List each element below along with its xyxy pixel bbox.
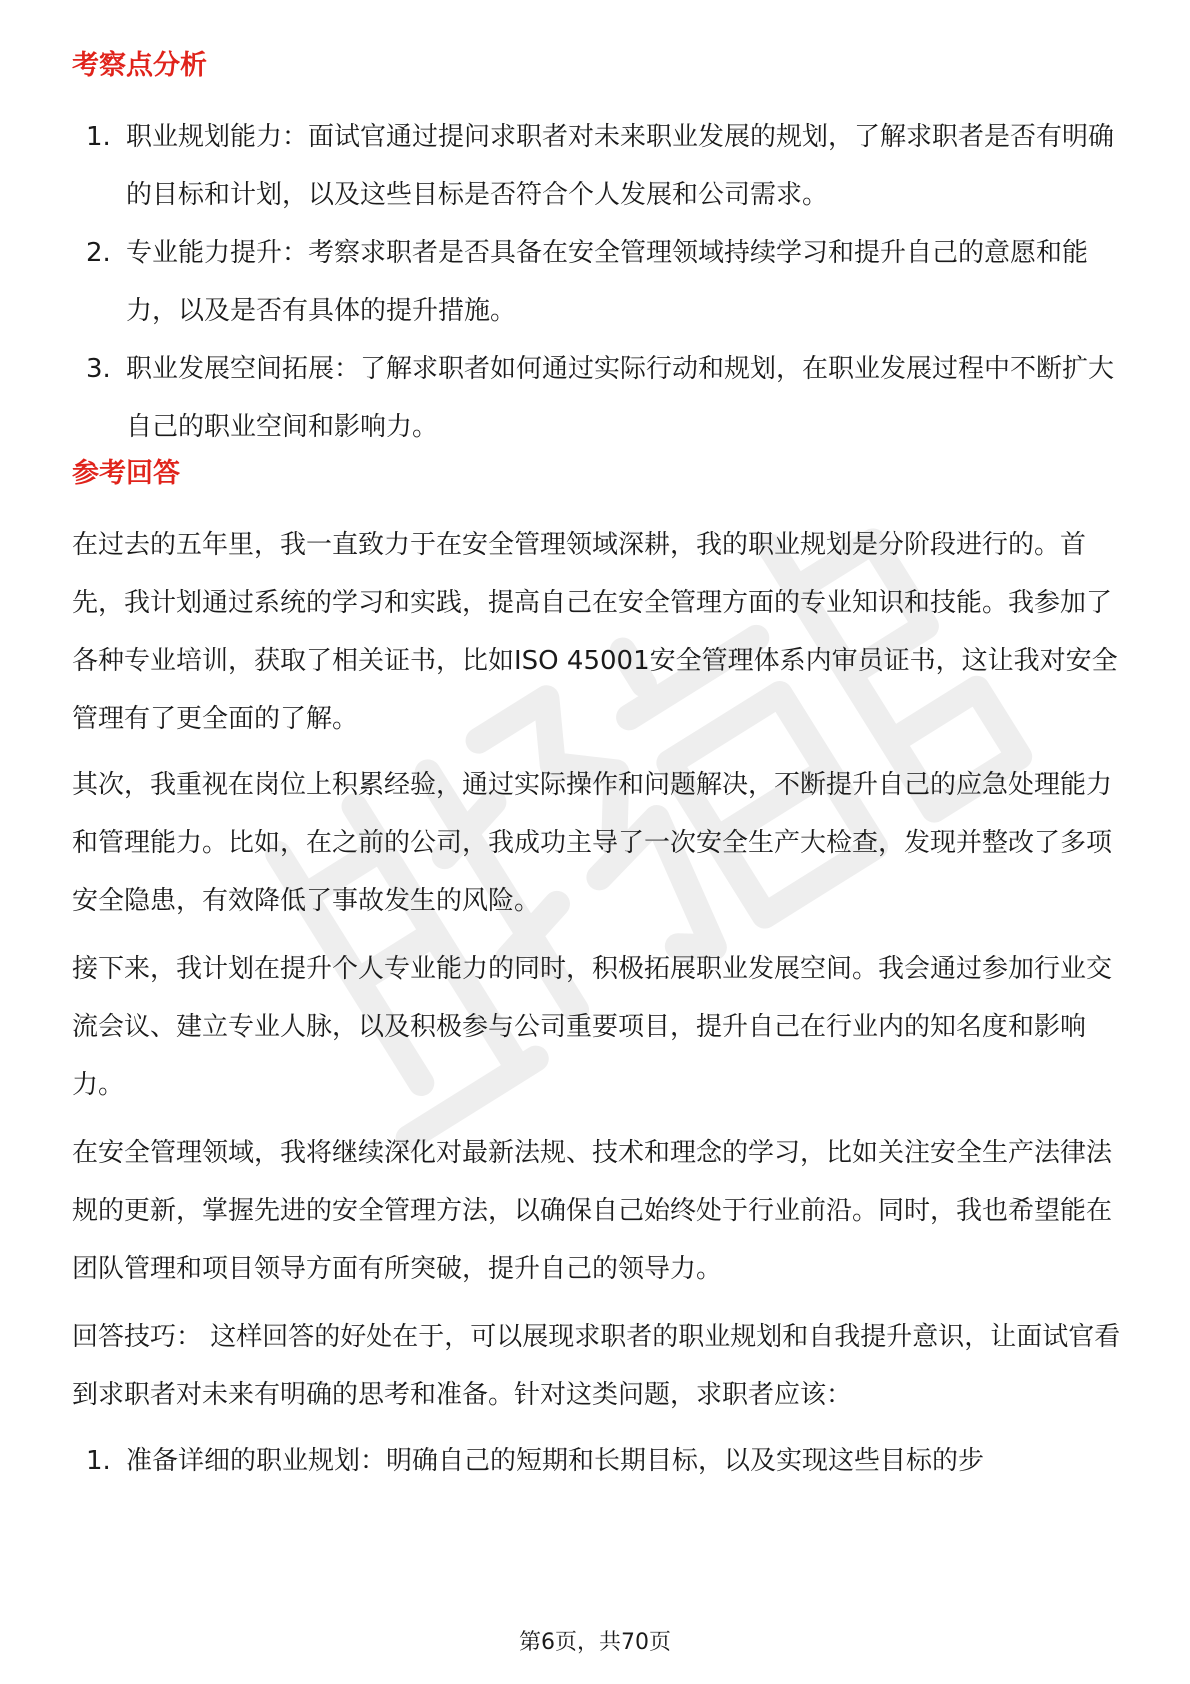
- list-item-number: 1.: [86, 122, 111, 152]
- analysis-list: [72, 108, 1122, 456]
- list-item-text: 职业规划能力：面试官通过提问求职者对未来职业发展的规划，了解求职者是否有明确的目标和计划，以及这些目标是否符合个人发展和公司需求。: [126, 122, 1115, 210]
- list-item-text: 专业能力提升：考察求职者是否具备在安全管理领域持续学习和提升自己的意愿和能力，以及是否有具体的提升措施。: [126, 238, 1089, 326]
- list-item-text: 职业发展空间拓展：了解求职者如何通过实际行动和规划，在职业发展过程中不断扩大自己的职业空间和影响力。: [126, 354, 1115, 442]
- list-item: [72, 108, 1122, 224]
- analysis-heading: 考察点分析: [72, 50, 207, 81]
- answer-paragraph: 在过去的五年里，我一直致力于在安全管理领域深耕，我的职业规划是分阶段进行的。首先，我计划通过系统的学习和实践，提高自己在安全管理方面的专业知识和技能。我参加了各种专业培训，获取了相关证书，比如ISO 45001安全管理体系内审员证书，这让我对安全管理有了更全面的了解。: [72, 530, 1118, 734]
- list-item-number: 1.: [86, 1446, 111, 1476]
- answer-paragraph: 在安全管理领域，我将继续深化对最新法规、技术和理念的学习，比如关注安全生产法律法规的更新，掌握先进的安全管理方法，以确保自己始终处于行业前沿。同时，我也希望能在团队管理和项目领导方面有所突破，提升自己的领导力。: [72, 1138, 1113, 1284]
- list-item: [72, 340, 1122, 456]
- answer-paragraph: 其次，我重视在岗位上积累经验，通过实际操作和问题解决，不断提升自己的应急处理能力和管理能力。比如，在之前的公司，我成功主导了一次安全生产大检查，发现并整改了多项安全隐患，有效降低了事故发生的风险。: [72, 770, 1113, 916]
- answer-paragraph: 接下来，我计划在提升个人专业能力的同时，积极拓展职业发展空间。我会通过参加行业交流会议、建立专业人脉，以及积极参与公司重要项目，提升自己在行业内的知名度和影响力。: [72, 954, 1113, 1100]
- list-item-text: 准备详细的职业规划：明确自己的短期和长期目标，以及实现这些目标的步: [126, 1446, 985, 1476]
- answer-tips-paragraph: 回答技巧： 这样回答的好处在于，可以展现求职者的职业规划和自我提升意识，让面试官看到求职者对未来有明确的思考和准备。针对这类问题，求职者应该：: [72, 1322, 1121, 1410]
- list-item: [72, 224, 1122, 340]
- answer-heading: 参考回答: [72, 458, 180, 489]
- list-item: [72, 1432, 1122, 1490]
- list-item-number: 2.: [86, 238, 111, 268]
- tips-list: [72, 1432, 1122, 1490]
- page-number-footer: 第6页，共70页: [519, 1630, 671, 1655]
- list-item-number: 3.: [86, 354, 111, 384]
